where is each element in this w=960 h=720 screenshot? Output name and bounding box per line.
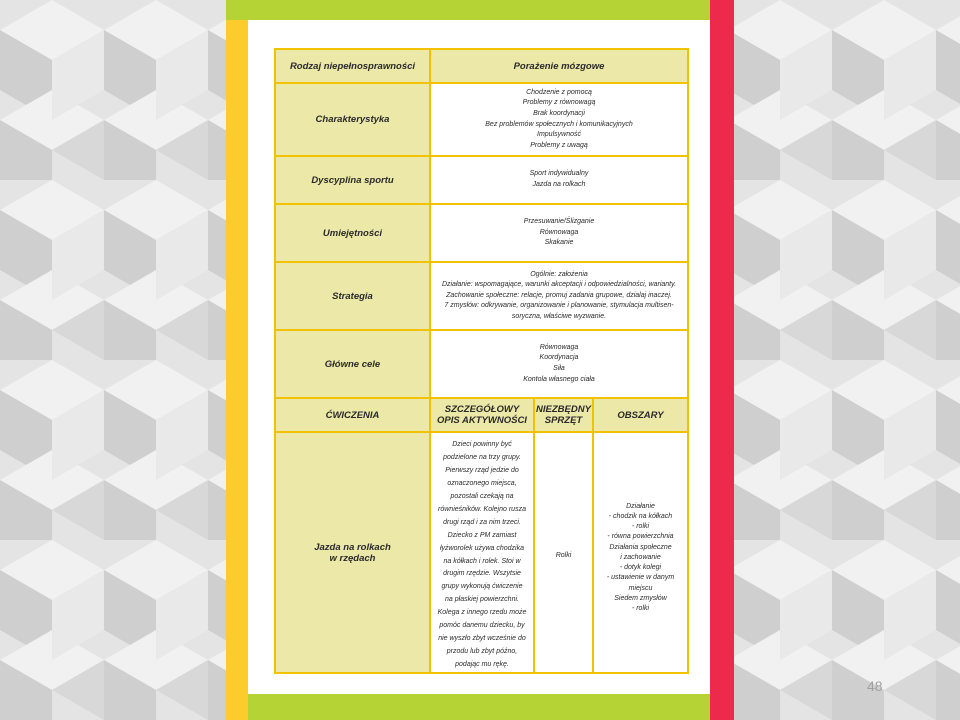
header-line: NIEZBĘDNY — [536, 404, 591, 415]
exercise-description — [430, 432, 534, 673]
description-line: podając mu rękę. — [455, 660, 509, 668]
header-value: Porażenie mózgowe — [430, 49, 688, 83]
row-characteristics — [275, 83, 688, 156]
page-number: 48 — [867, 678, 883, 694]
value-line: Brak koordynacji — [533, 109, 585, 117]
areas-line: - równa powierzchnia — [607, 533, 674, 541]
description-line: pozostali czekają na — [450, 492, 514, 500]
exercise-areas — [593, 432, 688, 673]
equipment-column-header — [534, 398, 593, 432]
value-line: Zachowanie społeczne: relacje, promuj zadania grupowe, dzialaj inaczej. — [446, 291, 672, 299]
row-value — [430, 156, 688, 204]
value-line: Chodzenie z pomocą — [526, 88, 592, 96]
areas-line: miejscu — [628, 584, 653, 592]
value-line: 7 zmysłów: odkrywanie, organizowanie i planowanie, stymulacja multisen- — [444, 302, 674, 310]
row-skills — [275, 204, 688, 262]
bottom-green-strip — [248, 694, 710, 720]
value-line: Równowaga — [539, 343, 579, 351]
areas-line: Siedem zmysłów — [614, 594, 667, 602]
value-line: Impulsywność — [537, 131, 581, 139]
header-line: SPRZĘT — [544, 415, 583, 426]
table-header-row — [275, 49, 688, 83]
description-line: łyżworolek używa chodzika — [439, 544, 525, 552]
exercises-column-header: ĆWICZENIA — [275, 398, 430, 432]
value-line: Problemy z uwagą — [530, 141, 588, 149]
row-value — [430, 330, 688, 398]
areas-line: - ustawienie w danym — [606, 574, 675, 582]
description-line: drugim rzędzie. Wszytsie — [443, 570, 521, 578]
value-line: Ogólnie: założenia — [530, 270, 588, 278]
description-line: pomóc danemu dziecku, by — [439, 622, 525, 630]
value-line: Problemy z równowagą — [522, 99, 596, 107]
areas-line: - chodzik na kółkach — [608, 513, 673, 521]
value-line: Przesuwanie/Ślizganie — [523, 218, 595, 226]
exercise-equipment — [534, 432, 593, 673]
description-line: na kółkach i rolek. Stoi w — [443, 557, 521, 565]
value-line: Skakanie — [544, 239, 574, 247]
description-line: Dziecko z PM zamiast — [447, 531, 517, 539]
row-label: Strategia — [275, 262, 430, 330]
left-yellow-strip — [226, 20, 248, 720]
areas-line: i zachowanie — [620, 553, 661, 561]
value-line: Sport indywidualny — [529, 170, 589, 178]
description-line: nie wyszło zbyt wcześnie do — [438, 634, 526, 642]
description-line: równieśników. Kolejno rusza — [438, 505, 526, 513]
activity-table — [274, 48, 689, 674]
description-line: podzielone na trzy grupy. — [443, 454, 521, 462]
top-green-strip — [226, 0, 710, 20]
equipment-text: Rolki — [555, 551, 572, 559]
value-line: Kontola własnego ciała — [523, 375, 595, 383]
row-value — [430, 204, 688, 262]
row-label: Charakterystyka — [275, 83, 430, 156]
row-label: Umiejętności — [275, 204, 430, 262]
areas-line: Działania społeczne — [609, 543, 672, 551]
document-page — [248, 20, 710, 694]
exercise-row — [275, 432, 688, 673]
description-line: przodu lub zbyt późno, — [446, 647, 518, 655]
value-line: Jazda na rolkach — [532, 181, 586, 188]
areas-line: - rolki — [631, 523, 650, 531]
row-value — [430, 83, 688, 156]
description-line: oznaczonego miejsca, — [447, 480, 517, 488]
value-line: Bez problemów społecznych i komunikacyjnych — [485, 120, 633, 128]
header-label: Rodzaj niepełnosprawności — [275, 49, 430, 83]
value-line: Równowaga — [539, 228, 579, 236]
description-column-header — [430, 398, 534, 432]
row-label: Główne cele — [275, 330, 430, 398]
areas-line: - dotyk kolegi — [619, 564, 662, 572]
description-line: na płaskiej powierzchni. — [445, 596, 519, 604]
row-strategy — [275, 262, 688, 330]
row-main-goals — [275, 330, 688, 398]
row-label: Dyscyplina sportu — [275, 156, 430, 204]
areas-line: Działanie — [626, 502, 655, 510]
value-line: Działanie: wspomagające, warunki akceptacji i odpowiedzialności, warianty. — [441, 281, 677, 289]
right-red-strip — [710, 0, 734, 720]
areas-column-header: OBSZARY — [593, 398, 688, 432]
exercise-name — [275, 432, 430, 673]
value-line: Koordynacja — [539, 354, 579, 362]
value-line: Siła — [553, 365, 565, 372]
header-line: SZCZEGÓŁOWY — [444, 404, 520, 415]
exercise-header-row — [275, 398, 688, 432]
areas-line: - rolki — [631, 604, 650, 612]
description-line: Dzieci powinny być — [452, 441, 512, 449]
row-value — [430, 262, 688, 330]
header-line: OPIS AKTYWNOŚCI — [437, 415, 527, 426]
description-line: Pierwszy rząd jedzie do — [445, 467, 519, 475]
exercise-name-line: w rzędach — [329, 552, 376, 564]
exercise-name-line: Jazda na rolkach — [314, 541, 391, 553]
description-line: Kolega z innego rzedu może — [437, 609, 527, 617]
description-line: grupy wykonują ćwiczenie — [441, 583, 523, 591]
description-line: drugi rząd i za nim trzeci. — [443, 518, 521, 526]
row-sport-discipline — [275, 156, 688, 204]
value-line: soryczna, właściwe wyzwanie. — [511, 312, 607, 320]
